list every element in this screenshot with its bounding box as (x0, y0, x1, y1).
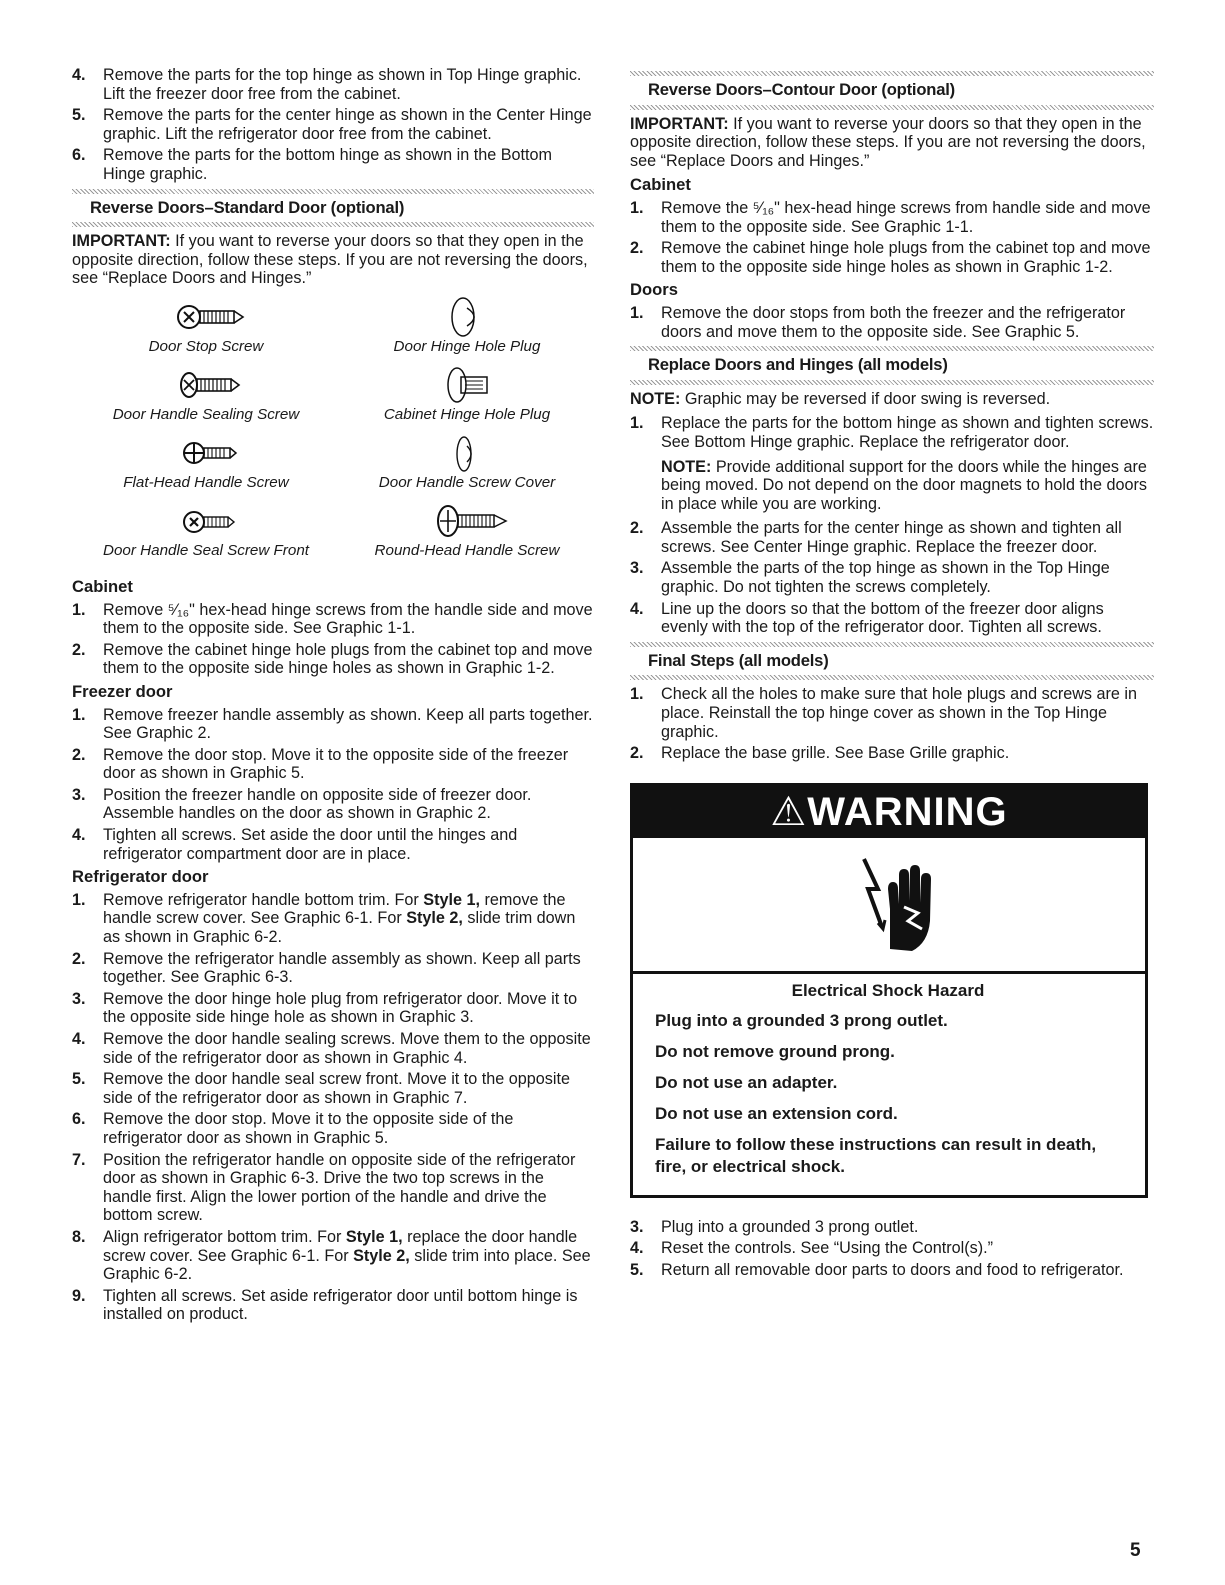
part-flat-head-handle-screw (72, 432, 340, 500)
step-text: Remove the door hinge hole plug from refrigerator door. Move it to the opposite side hinge hole as shown in Graphic 3. (103, 989, 578, 1027)
cabinet-heading: Cabinet (630, 175, 691, 195)
step-text: Remove the parts for the bottom hinge as shown in the Bottom Hinge graphic. (103, 146, 552, 183)
step-text: Remove the cabinet hinge hole plugs from the cabinet top and move them to the opposite side hinge holes as shown in Graphic 1-2. (661, 239, 1151, 276)
door-hinge-hole-plug-icon (437, 296, 497, 338)
step-number: 4. (72, 66, 86, 84)
list-item (630, 600, 1154, 637)
part-caption: Door Handle Sealing Screw (112, 405, 300, 423)
step-text: Position the refrigerator handle on opposite side of the refrigerator door as shown in Graphic 6-3. Drive the two top screws in the handle first. Align the lower portion of the handle and drive the bottom screw. (103, 1150, 576, 1225)
note-paragraph (630, 390, 1154, 409)
right-column (630, 66, 1154, 1283)
section-divider (630, 380, 1154, 385)
door-handle-sealing-screw-icon (151, 364, 261, 406)
left-column (72, 66, 594, 1327)
list-item (72, 990, 594, 1027)
step-text: Remove the refrigerator handle assembly as shown. Keep all parts together. See Graphic 6-3. (103, 949, 581, 987)
note-text: Graphic may be reversed if door swing is reversed. (680, 389, 1051, 408)
list-item (630, 414, 1154, 513)
warning-triangle-icon: ⚠ (770, 789, 808, 834)
warning-text (633, 974, 1145, 1195)
style-label: Style 2, (406, 909, 463, 928)
step-text: Remove the door stops from both the freezer and the refrigerator doors and move them to the opposite side. See Graphic 5. (661, 303, 1126, 341)
warning-box (630, 783, 1148, 1198)
step-text: Remove the ⁵⁄₁₆" hex-head hinge screws from handle side and move them to the opposite side. See Graphic 1-1. (661, 198, 1151, 236)
step-number: 6. (72, 1110, 86, 1129)
step-text: Assemble the parts of the top hinge as shown in the Top Hinge graphic. Do not tighten the screws completely. (661, 559, 1110, 597)
warning-header (633, 786, 1145, 838)
part-door-handle-sealing-screw (72, 364, 340, 432)
step-number: 2. (72, 949, 86, 968)
section-title-replace-doors: Replace Doors and Hinges (all models) (648, 355, 948, 375)
section-divider (630, 675, 1154, 680)
step-text: replace the door handle screw cover. See Graphic 6-1. For (103, 1227, 578, 1265)
step-number: 3. (630, 559, 644, 578)
section-divider (72, 222, 594, 227)
freezer-door-steps (72, 706, 594, 864)
list-item (630, 1239, 1154, 1258)
step-number: 2. (630, 744, 644, 763)
step-number: 1. (630, 198, 644, 217)
list-item (72, 66, 594, 103)
list-item (630, 199, 1154, 236)
part-caption: Cabinet Hinge Hole Plug (383, 405, 551, 423)
door-stop-screw-icon (151, 296, 261, 338)
step-text: Remove the door stop. Move it to the opposite side of the refrigerator door as shown in Graphic 5. (103, 1110, 514, 1147)
step-number: 2. (630, 239, 644, 258)
step-text: Remove freezer handle assembly as shown. Keep all parts together. See Graphic 2. (103, 705, 593, 743)
doors-steps (630, 304, 1154, 341)
list-item (630, 744, 1154, 763)
step-text: Replace the parts for the bottom hinge as shown and tighten screws. See Bottom Hinge graphic. Replace the refrigerator door. (661, 414, 1154, 451)
step-text: Remove the door handle sealing screws. Move them to the opposite side of the refrigerator door as shown in Graphic 4. (103, 1030, 591, 1067)
hazard-title: Electrical Shock Hazard (791, 980, 985, 1000)
door-handle-screw-cover-icon (442, 432, 492, 474)
warning-line: Failure to follow these instructions can result in death, fire, or electrical shock. (655, 1134, 1097, 1176)
step-text: Plug into a grounded 3 prong outlet. (661, 1217, 919, 1236)
section-divider (630, 71, 1154, 76)
list-item (630, 1218, 1154, 1237)
warning-line: Do not use an adapter. (655, 1072, 838, 1092)
step-number: 4. (630, 599, 644, 618)
step-text: Align refrigerator bottom trim. For (103, 1227, 346, 1246)
step-text: Reset the controls. See “Using the Control(s).” (661, 1239, 993, 1258)
step-text: Remove the parts for the top hinge as shown in Top Hinge graphic. Lift the freezer door free from the cabinet. (103, 66, 582, 103)
part-door-hinge-hole-plug (340, 296, 594, 364)
replace-steps (630, 414, 1154, 637)
note-label: NOTE: (630, 389, 681, 408)
section-divider (630, 346, 1154, 351)
step-text: slide trim into place. See Graphic 6-2. (103, 1246, 591, 1284)
step-number: 5. (72, 106, 86, 125)
doors-heading: Doors (630, 280, 678, 300)
list-item (72, 1151, 594, 1225)
cabinet-steps (72, 601, 594, 678)
list-item (630, 559, 1154, 596)
list-item (72, 746, 594, 783)
step-text: Remove refrigerator handle bottom trim. For (103, 890, 424, 909)
step-number: 9. (72, 1286, 86, 1305)
part-caption: Round-Head Handle Screw (374, 541, 560, 559)
list-item (72, 1287, 594, 1324)
list-item (630, 304, 1154, 341)
step-number: 7. (72, 1150, 86, 1169)
final-steps-continued (630, 1218, 1154, 1280)
important-paragraph (72, 232, 594, 288)
parts-legend (72, 296, 594, 568)
warning-line: Do not remove ground prong. (655, 1041, 895, 1061)
step-text: remove the handle screw cover. See Graphic 6-1. For (103, 890, 566, 928)
step-number: 3. (72, 989, 86, 1008)
list-item (72, 786, 594, 823)
step-number: 8. (72, 1227, 86, 1246)
step-number: 1. (630, 685, 644, 704)
important-text: If you want to reverse your doors so that they open in the opposite direction, follow these steps. If you are not reversing the doors, see “Replace Doors and Hinges.” (72, 232, 588, 288)
step-number: 5. (630, 1261, 644, 1279)
list-item (72, 1030, 594, 1067)
door-handle-seal-screw-front-icon (156, 500, 256, 542)
list-item (630, 519, 1154, 556)
step-number: 3. (72, 785, 86, 804)
list-item (72, 950, 594, 987)
refrigerator-door-heading: Refrigerator door (72, 867, 209, 887)
step-number: 5. (72, 1070, 86, 1089)
step-text: Tighten all screws. Set aside the door until the hinges and refrigerator compartment door are in place. (103, 826, 518, 863)
section-divider (72, 189, 594, 194)
warning-icon-panel (633, 838, 1145, 974)
step-text: Remove the door stop. Move it to the opposite side of the freezer door as shown in Graphic 5. (103, 745, 569, 783)
list-item (72, 706, 594, 743)
step-number: 4. (630, 1239, 644, 1258)
part-round-head-handle-screw (340, 500, 594, 568)
round-head-handle-screw-icon (412, 500, 522, 542)
list-item (630, 1261, 1154, 1280)
list-item (72, 826, 594, 863)
page-number: 5 (1130, 1540, 1141, 1561)
step-number: 1. (72, 600, 86, 619)
cabinet-hinge-hole-plug-icon (427, 364, 507, 406)
cabinet-steps (630, 199, 1154, 276)
step-text: Remove the parts for the center hinge as shown in the Center Hinge graphic. Lift the refrigerator door free from the cabinet. (103, 106, 592, 143)
note-text: Provide additional support for the doors while the hinges are being moved. Do not depend on the door magnets to hold the doors in place while you are working. (661, 457, 1147, 513)
important-label: IMPORTANT: (630, 114, 729, 133)
part-caption: Door Hinge Hole Plug (393, 337, 541, 355)
final-steps (630, 685, 1154, 762)
style-label: Style 2, (353, 1246, 410, 1265)
hinge-removal-steps (72, 66, 594, 184)
step-text: Check all the holes to make sure that hole plugs and screws are in place. Reinstall the top hinge cover as shown in the Top Hinge graphic. (661, 685, 1137, 741)
section-divider (630, 105, 1154, 110)
part-caption: Door Stop Screw (148, 337, 264, 355)
cabinet-heading: Cabinet (72, 576, 133, 596)
important-text: If you want to reverse your doors so that they open in the opposite direction, follow these steps. If you are not reversing the doors, see “Replace Doors and Hinges.” (630, 114, 1146, 170)
part-caption: Door Handle Seal Screw Front (103, 541, 309, 559)
list-item (72, 601, 594, 638)
important-label: IMPORTANT: (72, 232, 171, 251)
step-text: Tighten all screws. Set aside refrigerator door until bottom hinge is installed on product. (103, 1286, 578, 1324)
warning-title: WARNING (807, 789, 1008, 834)
list-item (72, 1070, 594, 1107)
step-number: 6. (72, 146, 86, 165)
step-number: 1. (72, 705, 86, 724)
part-door-stop-screw (72, 296, 340, 364)
step-text: Replace the base grille. See Base Grille graphic. (661, 744, 1010, 763)
step-number: 3. (630, 1217, 644, 1236)
refrigerator-door-steps (72, 891, 594, 1324)
part-door-handle-screw-cover (340, 432, 594, 500)
style-label: Style 1, (345, 1227, 403, 1246)
style-label: Style 1, (423, 890, 480, 909)
step-number: 4. (72, 1030, 86, 1048)
list-item (630, 239, 1154, 276)
list-item (72, 106, 594, 143)
list-item (72, 891, 594, 947)
warning-line: Do not use an extension cord. (655, 1103, 898, 1123)
list-item (630, 685, 1154, 741)
section-title-standard-door: Reverse Doors–Standard Door (optional) (90, 197, 405, 217)
section-title-final-steps: Final Steps (all models) (648, 650, 829, 670)
section-divider (630, 642, 1154, 647)
part-cabinet-hinge-hole-plug (340, 364, 594, 432)
step-number: 2. (72, 640, 86, 659)
part-caption: Door Handle Screw Cover (378, 473, 556, 491)
step-text: Line up the doors so that the bottom of the freezer door aligns evenly with the top of the refrigerator door. Tighten all screws. (661, 599, 1104, 637)
list-item (72, 146, 594, 183)
step-text: Remove ⁵⁄₁₆" hex-head hinge screws from the handle side and move them to the opposite side. See Graphic 1-1. (103, 600, 593, 638)
list-item (72, 641, 594, 678)
freezer-door-heading: Freezer door (72, 681, 173, 701)
step-text: Position the freezer handle on opposite side of freezer door. Assemble handles on the door as shown in Graphic 2. (103, 785, 532, 823)
step-number: 4. (72, 826, 86, 845)
step-number: 1. (630, 303, 644, 322)
part-door-handle-seal-screw-front (72, 500, 340, 568)
step-number: 2. (630, 519, 644, 538)
important-paragraph (630, 115, 1154, 171)
support-note (661, 458, 1154, 514)
step-text: Remove the door handle seal screw front. Move it to the opposite side of the refrigerator door as shown in Graphic 7. (103, 1070, 570, 1107)
list-item (72, 1110, 594, 1147)
step-number: 1. (72, 890, 86, 909)
warning-line: Plug into a grounded 3 prong outlet. (655, 1010, 948, 1030)
step-number: 2. (72, 745, 86, 764)
part-caption: Flat-Head Handle Screw (123, 473, 289, 491)
step-text: Remove the cabinet hinge hole plugs from the cabinet top and move them to the opposite side hinge holes as shown in Graphic 1-2. (103, 640, 593, 678)
electrical-shock-hazard-icon (834, 849, 944, 959)
note-label: NOTE: (661, 457, 712, 476)
section-title-contour-door: Reverse Doors–Contour Door (optional) (648, 80, 955, 99)
step-text: Return all removable door parts to doors and food to refrigerator. (661, 1261, 1124, 1279)
list-item (72, 1228, 594, 1284)
step-text: Assemble the parts for the center hinge as shown and tighten all screws. See Center Hinge graphic. Replace the freezer door. (661, 519, 1122, 556)
step-number: 1. (630, 414, 644, 433)
step-text: slide trim down as shown in Graphic 6-2. (103, 909, 576, 947)
flat-head-handle-screw-icon (156, 432, 256, 474)
